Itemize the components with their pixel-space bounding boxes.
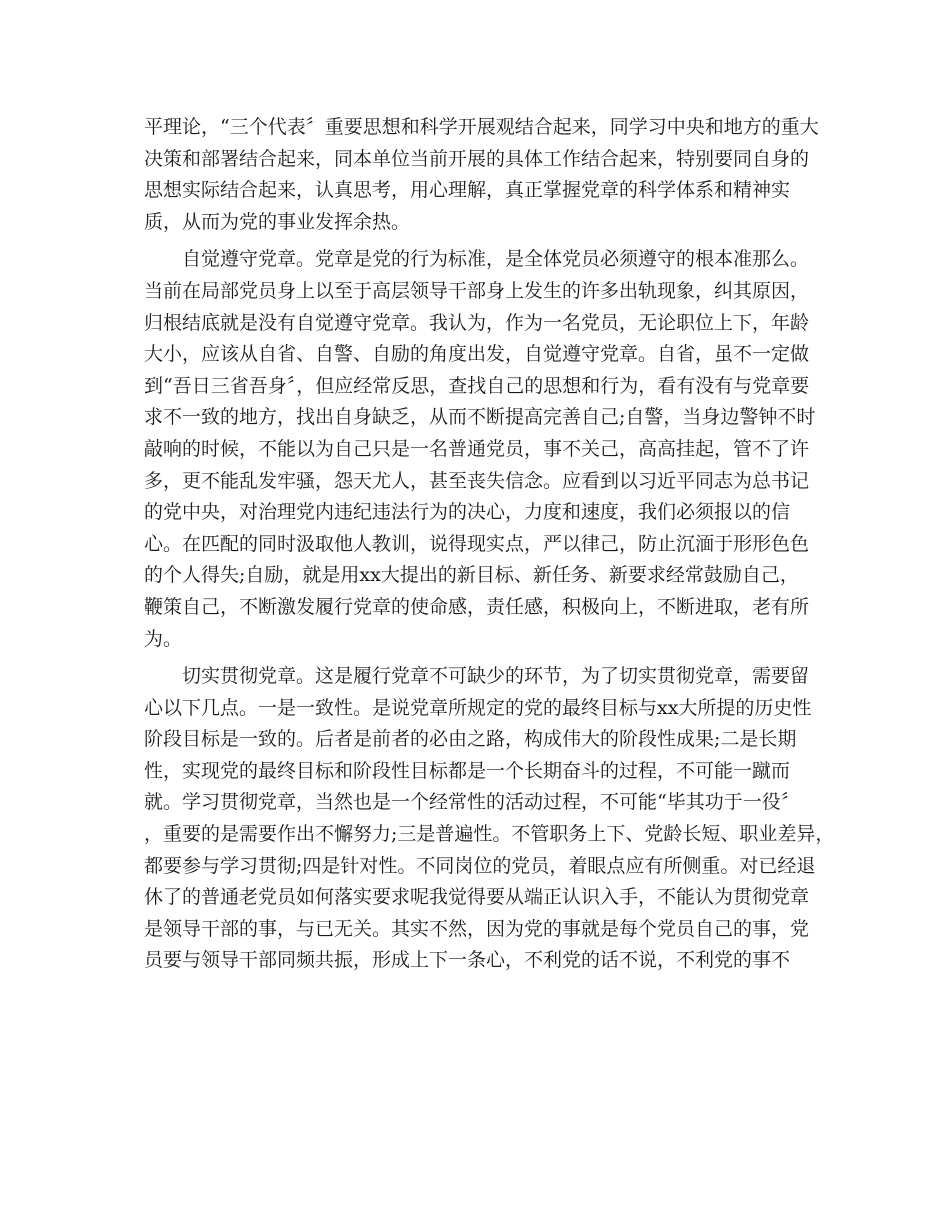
text-line: 自觉遵守党章。党章是党的行为标准，是全体党员必须遵守的根本准那么。	[144, 248, 810, 271]
text-line: 归根结底就是没有自觉遵守党章。我认为，作为一名党员，无论职位上下，年龄	[144, 311, 810, 334]
document-body	[144, 112, 835, 977]
text-line: 的个人得失;自励，就是用xx大提出的新目标、新任务、新要求经常鼓励自己，	[144, 564, 799, 587]
paragraph-2	[144, 244, 816, 655]
text-line: 平理论，“三个代表〞重要思想和科学开展观结合起来，同学习中央和地方的重大	[144, 116, 819, 138]
text-line: 心。在匹配的同时汲取他人教训，说得现实点，严以律己，防止沉湎于形形色色	[144, 532, 810, 555]
text-line: 阶段目标是一致的。后者是前者的必由之路，构成伟大的阶段性成果;二是长期	[144, 728, 797, 751]
text-line: ，重要的是需要作出不懈努力;三是普遍性。不管职务上下、党龄长短、职业差异，	[144, 823, 835, 846]
text-line: 是领导干部的事，与已无关。其实不然，因为党的事就是每个党员自己的事，党	[144, 917, 810, 940]
text-line: 质，从而为党的事业发挥余热。	[144, 210, 411, 233]
text-line: 思想实际结合起来，认真思考，用心理解，真正掌握党章的科学体系和精神实	[144, 179, 791, 202]
text-line: 多，更不能乱发牢骚，怨天尤人，甚至丧失信念。应看到以习近平同志为总书记	[144, 469, 810, 492]
text-line: 大小，应该从自省、自警、自励的角度出发，自觉遵守党章。自省，虽不一定做	[144, 343, 810, 366]
text-line: 性，实现党的最终目标和阶段性目标都是一个长期奋斗的过程，不可能一蹴而	[144, 759, 791, 782]
text-line: 求不一致的地方，找出自身缺乏，从而不断提高完善自己;自警，当身边警钟不时	[144, 406, 816, 429]
text-line: 到“吾日三省吾身〞，但应经常反思，查找自己的思想和行为，看有没有与党章要	[144, 374, 810, 397]
paragraph-3	[144, 661, 835, 977]
text-line: 决策和部署结合起来，同本单位当前开展的具体工作结合起来，特别要同自身的	[144, 147, 810, 170]
paragraph-1	[144, 112, 819, 238]
text-line: 当前在局部党员身上以至于高层领导干部身上发生的许多出轨现象，纠其原因，	[144, 279, 810, 302]
text-line: 休了的普通老党员如何落实要求呢我觉得要从端正认识入手，不能认为贯彻党章	[144, 886, 810, 909]
text-line: 心以下几点。一是一致性。是说党章所规定的党的最终目标与xx大所提的历史性	[144, 696, 812, 719]
text-line: 敲响的时候，不能以为自己只是一名普通党员，事不关己，高高挂起，管不了许	[144, 437, 810, 460]
text-line: 的党中央，对治理党内违纪违法行为的决心，力度和速度，我们必须报以的信	[144, 501, 791, 524]
text-line: 切实贯彻党章。这是履行党章不可缺少的环节，为了切实贯彻党章，需要留	[144, 665, 810, 688]
text-line: 都要参与学习贯彻;四是针对性。不同岗位的党员，着眼点应有所侧重。对已经退	[144, 854, 816, 877]
text-line: 员要与领导干部同频共振，形成上下一条心，不利党的话不说，不利党的事不	[144, 949, 791, 972]
text-line: 就。学习贯彻党章，当然也是一个经常性的活动过程，不可能“毕其功于一役〞	[144, 791, 800, 814]
text-line: 为。	[144, 627, 183, 650]
text-line: 鞭策自己，不断激发履行党章的使命感，责任感，积极向上，不断进取，老有所	[144, 595, 810, 618]
